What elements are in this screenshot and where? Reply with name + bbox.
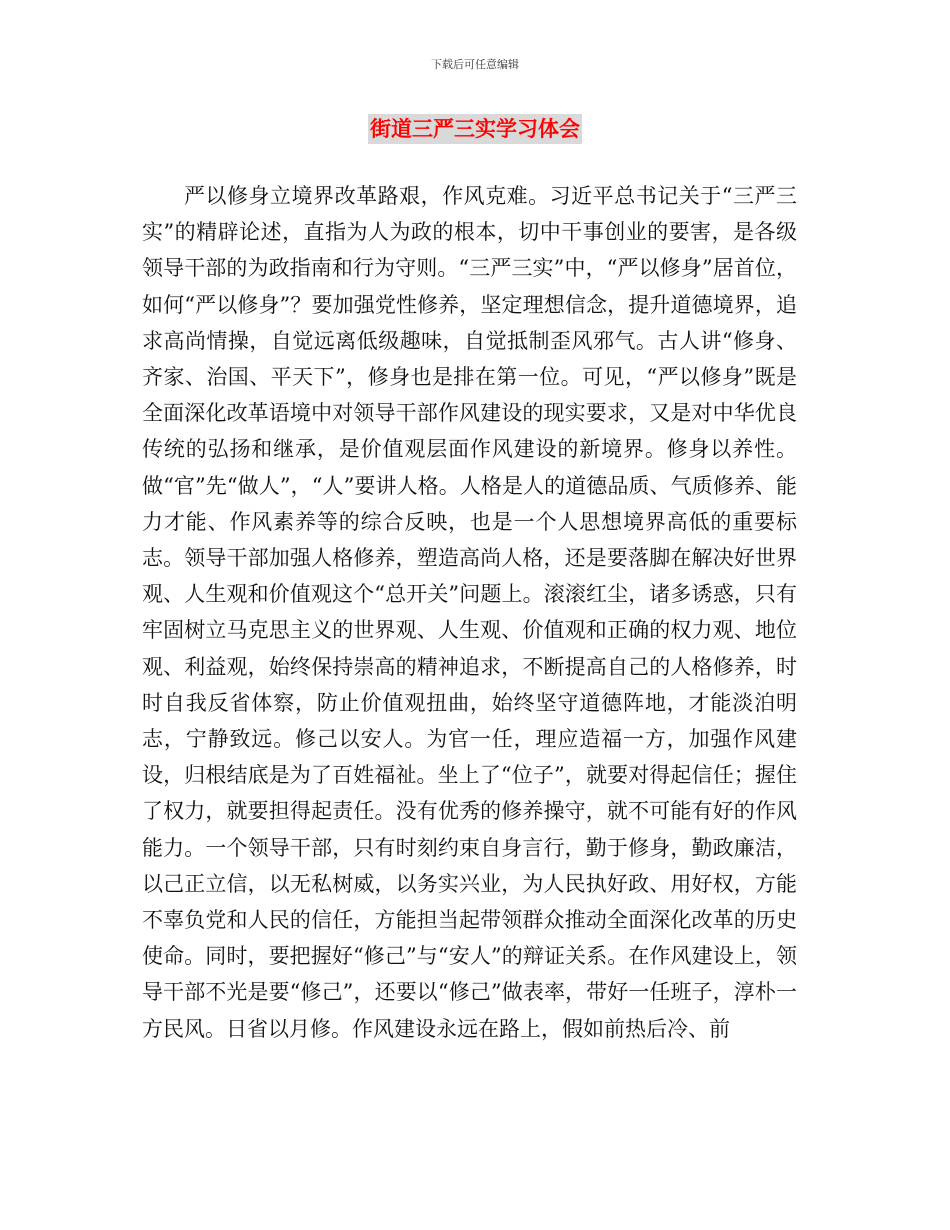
document-title: 街道三严三实学习体会 [368,114,582,144]
body-paragraph: 严以修身立境界改革路艰，作风克难。习近平总书记关于“三严三实”的精辟论述，直指为人为政的根本，切中干事创业的要害，是各级领导干部的为政指南和行为守则。“三严三实”中，“严以修身”居首位，如何“严以修身”？要加强党性修养，坚定理想信念，提升道德境界，追求高尚情操，自觉远离低级趣味，自觉抵制歪风邪气。古人讲“修身、齐家、治国、平天下”，修身也是排在第一位。可见，“严以修身”既是全面深化改革语境中对领导干部作风建设的现实要求，又是对中华优良传统的弘扬和继承，是价值观层面作风建设的新境界。修身以养性。做“官”先“做人”，“人”要讲人格。人格是人的道德品质、气质修养、能力才能、作风素养等的综合反映，也是一个人思想境界高低的重要标志。领导干部加强人格修养，塑造高尚人格，还是要落脚在解决好世界观、人生观和价值观这个“总开关”问题上。滚滚红尘，诸多诱惑，只有牢固树立马克思主义的世界观、人生观、价值观和正确的权力观、地位观、利益观，始终保持崇高的精神追求，不断提高自己的人格修养，时时自我反省体察，防止价值观扭曲，始终坚守道德阵地，才能淡泊明志，宁静致远。修己以安人。为官一任，理应造福一方，加强作风建设，归根结底是为了百姓福祉。坐上了“位子”，就要对得起信任；握住了权力，就要担得起责任。没有优秀的修养操守，就不可能有好的作风能力。一个领导干部，只有时刻约束自身言行，勤于修身，勤政廉洁，以己正立信，以无私树威，以务实兴业，为人民执好政、用好权，方能不辜负党和人民的信任，方能担当起带领群众推动全面深化改革的历史使命。同时，要把握好“修己”与“安人”的辩证关系。在作风建设上，领导干部不光是要“修己”，还要以“修己”做表率，带好一任班子，淳朴一方民风。日省以月修。作风建设永远在路上，假如前热后冷、前 [142,184,797,1041]
title-container [0,114,950,144]
header-note: 下载后可任意编辑 [431,58,519,71]
